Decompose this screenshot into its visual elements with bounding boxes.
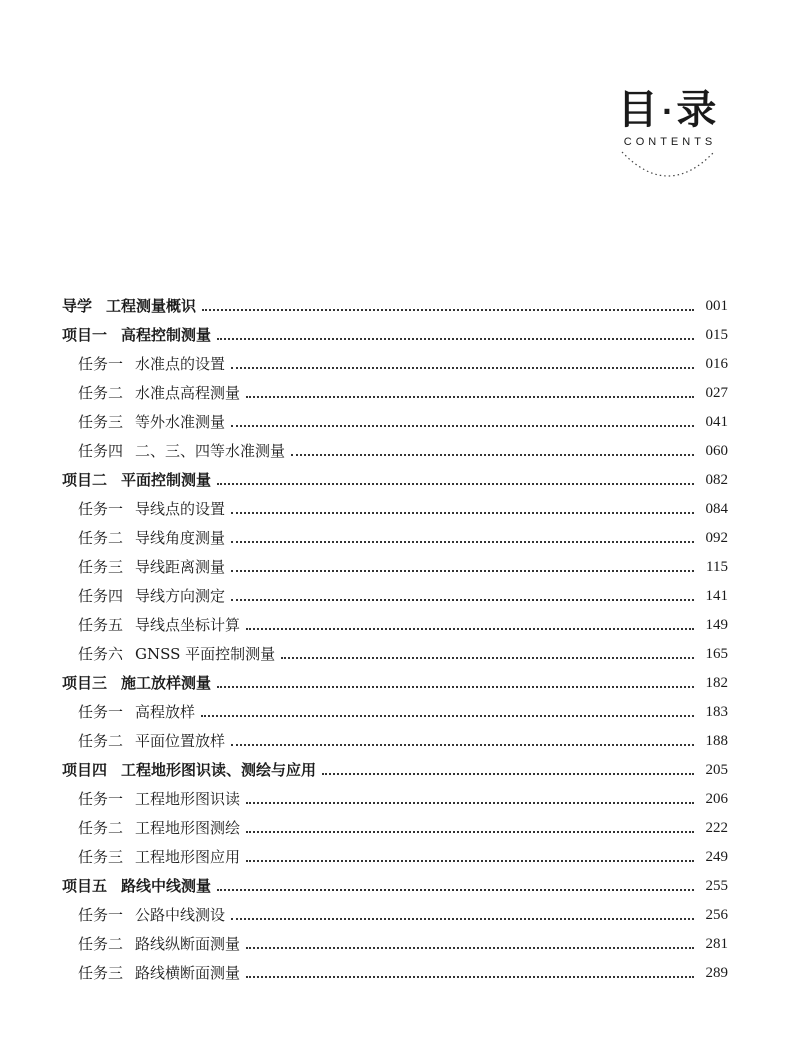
toc-entry-number: 任务二 (78, 819, 124, 837)
toc-task-row[interactable] (62, 640, 728, 669)
toc-task-row[interactable] (62, 495, 728, 524)
dot-leader (217, 889, 694, 891)
toc-entry-title: 二、三、四等水准测量 (135, 442, 286, 460)
toc-entry-title: 工程地形图识读、测绘与应用 (121, 761, 317, 779)
decorative-dotted-arc (618, 148, 718, 182)
toc-entry-title: 路线中线测量 (121, 877, 212, 895)
toc-task-row[interactable] (62, 524, 728, 553)
toc-entry-number: 任务一 (78, 500, 124, 518)
title-char-lu: 录 (676, 87, 719, 133)
dot-leader (231, 570, 694, 572)
dot-leader (231, 512, 694, 514)
toc-task-row[interactable] (62, 930, 728, 959)
toc-entry-title: 工程测量概识 (106, 297, 197, 315)
dot-leader (246, 860, 694, 862)
toc-page-number: 183 (705, 704, 728, 720)
page-title (608, 88, 728, 134)
toc-entry-title: 等外水准测量 (135, 413, 226, 431)
toc-page-number: 092 (705, 530, 728, 546)
toc-entry-title: 路线横断面测量 (135, 964, 241, 982)
toc-page-number: 256 (705, 907, 728, 923)
toc-entry-number: 导学 (62, 297, 93, 315)
toc-entry-title: 导线角度测量 (135, 529, 226, 547)
toc-entry-number: 任务四 (78, 442, 124, 460)
toc-entry-number: 任务二 (78, 384, 124, 402)
toc-entry-number: 任务三 (78, 413, 124, 431)
toc-task-row[interactable] (62, 582, 728, 611)
toc-entry-number: 任务五 (78, 616, 124, 634)
toc-entry-title: 工程地形图识读 (135, 790, 241, 808)
toc-entry-title: 水准点的设置 (135, 355, 226, 373)
toc-page-number: 255 (705, 878, 728, 894)
toc-entry-number: 任务一 (78, 906, 124, 924)
dot-leader (246, 802, 694, 804)
dot-leader (231, 918, 694, 920)
toc-entry-title: 导线距离测量 (135, 558, 226, 576)
toc-page-number: 084 (705, 501, 728, 517)
dot-leader (322, 773, 694, 775)
dot-leader (291, 454, 694, 456)
toc-entry-title: 平面控制测量 (121, 471, 212, 489)
toc-task-row[interactable] (62, 698, 728, 727)
toc-entry-number: 任务二 (78, 529, 124, 547)
toc-page-number: 060 (705, 443, 728, 459)
toc-task-row[interactable] (62, 350, 728, 379)
toc-page-number: 281 (705, 936, 728, 952)
toc-page-number: 249 (705, 849, 728, 865)
table-of-contents (62, 292, 728, 988)
toc-entry-number: 任务三 (78, 558, 124, 576)
dot-leader (231, 367, 694, 369)
toc-entry-title: GNSS 平面控制测量 (135, 645, 276, 663)
toc-task-row[interactable] (62, 814, 728, 843)
toc-page-number: 016 (705, 356, 728, 372)
toc-chapter-row[interactable] (62, 872, 728, 901)
toc-entry-title: 路线纵断面测量 (135, 935, 241, 953)
toc-page-number: 165 (705, 646, 728, 662)
toc-entry-title: 工程地形图测绘 (135, 819, 241, 837)
dot-leader (281, 657, 694, 659)
toc-chapter-row[interactable] (62, 321, 728, 350)
dot-leader (246, 831, 694, 833)
dot-leader (202, 309, 694, 311)
toc-page-number: 015 (705, 327, 728, 343)
toc-task-row[interactable] (62, 727, 728, 756)
toc-page-number: 205 (705, 762, 728, 778)
toc-entry-number: 任务一 (78, 790, 124, 808)
toc-entry-number: 任务二 (78, 732, 124, 750)
toc-task-row[interactable] (62, 379, 728, 408)
toc-page-number: 041 (705, 414, 728, 430)
toc-page-number: 188 (705, 733, 728, 749)
dot-leader (231, 541, 694, 543)
toc-entry-title: 公路中线测设 (135, 906, 226, 924)
toc-entry-title: 高程控制测量 (121, 326, 212, 344)
toc-task-row[interactable] (62, 611, 728, 640)
toc-page-number: 182 (705, 675, 728, 691)
toc-page-number: 027 (705, 385, 728, 401)
dot-leader (201, 715, 694, 717)
toc-page-number: 222 (705, 820, 728, 836)
toc-chapter-row[interactable] (62, 756, 728, 785)
toc-page-number: 206 (705, 791, 728, 807)
toc-task-row[interactable] (62, 959, 728, 988)
toc-entry-title: 导线点的设置 (135, 500, 226, 518)
toc-task-row[interactable] (62, 437, 728, 466)
toc-page-number: 141 (705, 588, 728, 604)
toc-entry-number: 任务一 (78, 703, 124, 721)
dot-leader (217, 483, 694, 485)
toc-entry-number: 项目五 (62, 877, 108, 895)
toc-entry-title: 施工放样测量 (121, 674, 212, 692)
toc-page-number: 082 (705, 472, 728, 488)
toc-entry-title: 平面位置放样 (135, 732, 226, 750)
toc-chapter-row[interactable] (62, 466, 728, 495)
toc-page-number: 001 (705, 298, 728, 314)
toc-entry-number: 任务二 (78, 935, 124, 953)
toc-entry-number: 任务三 (78, 848, 124, 866)
toc-page-number: 115 (706, 559, 728, 575)
toc-task-row[interactable] (62, 901, 728, 930)
toc-task-row[interactable] (62, 408, 728, 437)
title-separator: · (661, 95, 675, 128)
toc-entry-number: 任务一 (78, 355, 124, 373)
toc-entry-number: 任务六 (78, 645, 124, 663)
dot-leader (246, 628, 694, 630)
dot-leader (231, 744, 694, 746)
toc-entry-number: 项目二 (62, 471, 108, 489)
toc-chapter-row[interactable] (62, 669, 728, 698)
toc-entry-number: 项目四 (62, 761, 108, 779)
toc-entry-number: 项目三 (62, 674, 108, 692)
toc-chapter-row[interactable] (62, 292, 728, 321)
toc-page-number: 149 (705, 617, 728, 633)
dot-leader (246, 947, 694, 949)
toc-entry-title: 导线点坐标计算 (135, 616, 241, 634)
dot-leader (246, 976, 694, 978)
toc-entry-title: 导线方向测定 (135, 587, 226, 605)
title-char-mu: 目 (617, 87, 660, 133)
dot-leader (231, 599, 694, 601)
page-subtitle: CONTENTS (623, 136, 717, 148)
toc-task-row[interactable] (62, 553, 728, 582)
toc-entry-title: 高程放样 (135, 703, 196, 721)
toc-entry-number: 项目一 (62, 326, 108, 344)
dot-leader (217, 686, 694, 688)
dot-leader (231, 425, 694, 427)
toc-entry-number: 任务四 (78, 587, 124, 605)
contents-header (608, 88, 728, 182)
toc-task-row[interactable] (62, 785, 728, 814)
toc-task-row[interactable] (62, 843, 728, 872)
toc-entry-title: 水准点高程测量 (135, 384, 241, 402)
toc-entry-number: 任务三 (78, 964, 124, 982)
toc-entry-title: 工程地形图应用 (135, 848, 241, 866)
toc-page-number: 289 (705, 965, 728, 981)
dot-leader (246, 396, 694, 398)
dot-leader (217, 338, 694, 340)
